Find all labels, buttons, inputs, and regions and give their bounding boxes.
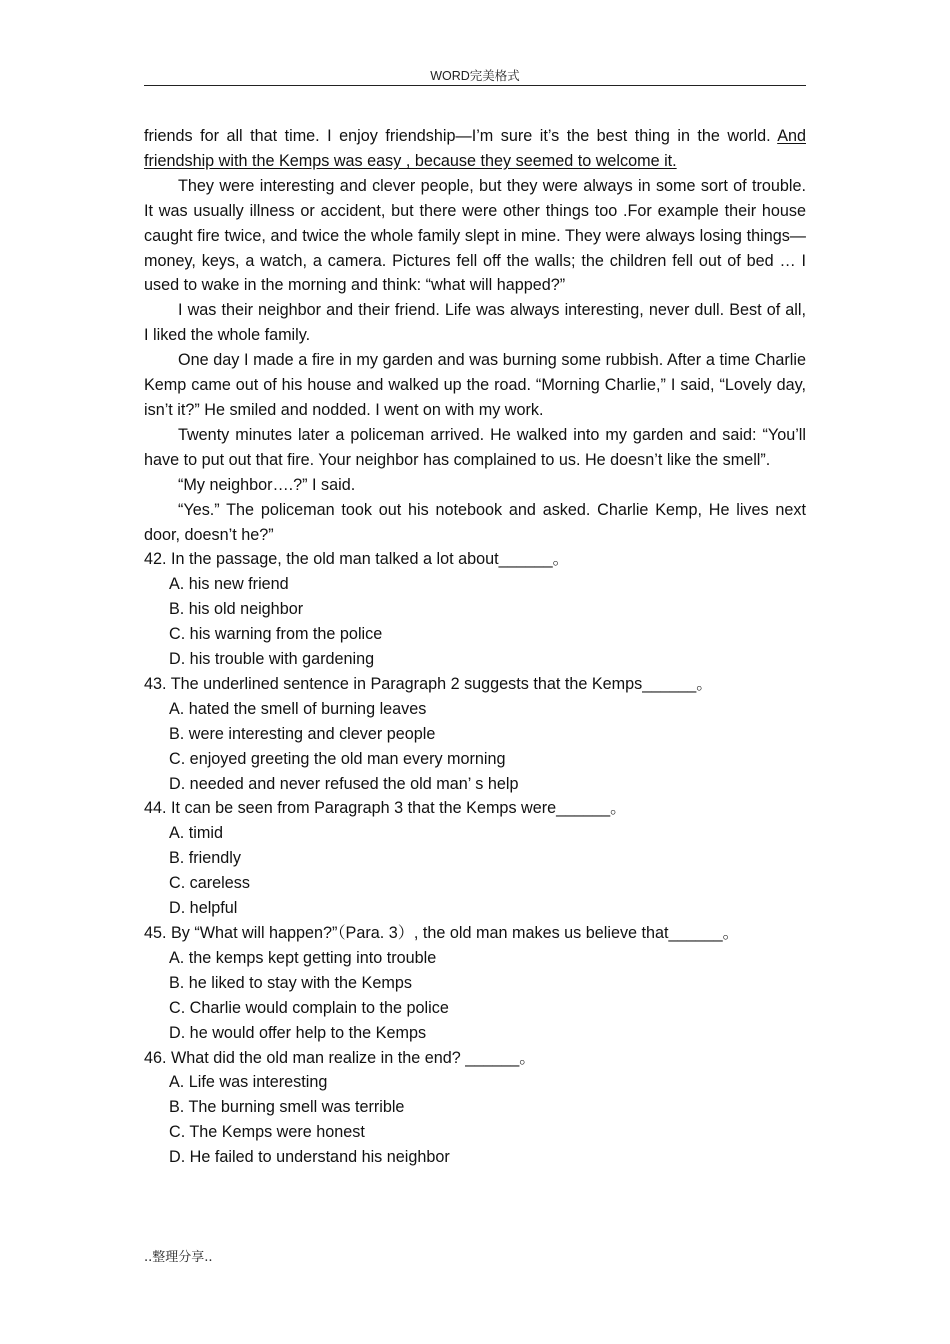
question-stem: 44. It can be seen from Paragraph 3 that the Kemps were______。 — [144, 799, 627, 818]
passage-paragraph-1 — [144, 124, 806, 174]
passage-paragraph: One day I made a fire in my garden and was burning some rubbish. After a time Charlie Kemp came out of his house and walked up the road. “Morning Charlie,” I said, “Lovely day, isn’t it?” He smiled and nodded. I went on with my work. — [144, 351, 806, 419]
question-45 — [144, 921, 806, 1046]
answer-option: C. careless — [169, 874, 250, 893]
paragraph-text: friends for all that time. I enjoy friendship—I’m sure it’s the best thing in the world. — [144, 127, 778, 145]
passage-paragraph: “Yes.” The policeman took out his notebook and asked. Charlie Kemp, He lives next door, doesn’t he?” — [144, 500, 806, 544]
answer-option: A. timid — [169, 824, 223, 843]
passage-paragraph: Twenty minutes later a policeman arrived. He walked into my garden and said: “You’ll have to put out that fire. Your neighbor has complained to us. He doesn’t like the smell”. — [144, 425, 806, 469]
page-footer: ..整理分享.. — [144, 1250, 213, 1265]
answer-option: A. the kemps kept getting into trouble — [169, 948, 437, 967]
document-body — [144, 124, 806, 1170]
answer-option: A. hated the smell of burning leaves — [169, 699, 427, 718]
answer-option: B. his old neighbor — [169, 600, 304, 619]
answer-option: B. were interesting and clever people — [169, 724, 436, 743]
question-43 — [144, 672, 806, 797]
answer-option: A. his new friend — [169, 575, 289, 594]
question-stem: 46. What did the old man realize in the end? ______。 — [144, 1048, 536, 1067]
question-44 — [144, 796, 806, 921]
answer-option: B. The burning smell was terrible — [169, 1098, 405, 1117]
passage-paragraph: I was their neighbor and their friend. Life was always interesting, never dull. Best of all, I liked the whole family. — [144, 301, 806, 345]
answer-option: D. needed and never refused the old man’ s help — [169, 774, 519, 793]
answer-option: D. he would offer help to the Kemps — [169, 1023, 427, 1042]
passage-paragraph: “My neighbor….?” I said. — [178, 475, 356, 494]
answer-option: C. The Kemps were honest — [169, 1123, 365, 1142]
answer-option: A. Life was interesting — [169, 1073, 328, 1092]
answer-option: C. Charlie would complain to the police — [169, 998, 449, 1017]
answer-option: D. helpful — [169, 899, 238, 918]
question-stem: 45. By “What will happen?”（Para. 3）, the old man makes us believe that______。 — [144, 924, 739, 942]
answer-option: B. he liked to stay with the Kemps — [169, 973, 412, 992]
question-stem: 42. In the passage, the old man talked a lot about______。 — [144, 550, 569, 569]
answer-option: C. enjoyed greeting the old man every morning — [169, 749, 506, 768]
answer-option: B. friendly — [169, 849, 241, 868]
question-stem: 43. The underlined sentence in Paragraph 2 suggests that the Kemps______。 — [144, 674, 713, 693]
underlined-sentence: And friendship with the Kemps was easy , because they seemed to welcome it. — [144, 127, 806, 170]
answer-option: D. He failed to understand his neighbor — [169, 1148, 450, 1167]
header-rule — [144, 85, 806, 86]
passage-paragraph: They were interesting and clever people, but they were always in some sort of trouble. It was usually illness or accident, but there were other things too .For example their house caught fire twice, and twice the whole family slept in mine. They were always losing things—money, keys, a watch, a camera. Pictures fell off the walls; the children fell out of bed … I used to wake in the morning and think: “what will happed?” — [144, 176, 806, 295]
question-42 — [144, 547, 806, 672]
page-header: WORD完美格式 — [430, 69, 520, 83]
answer-option: C. his warning from the police — [169, 625, 383, 644]
answer-option: D. his trouble with gardening — [169, 650, 375, 669]
question-46 — [144, 1046, 806, 1171]
